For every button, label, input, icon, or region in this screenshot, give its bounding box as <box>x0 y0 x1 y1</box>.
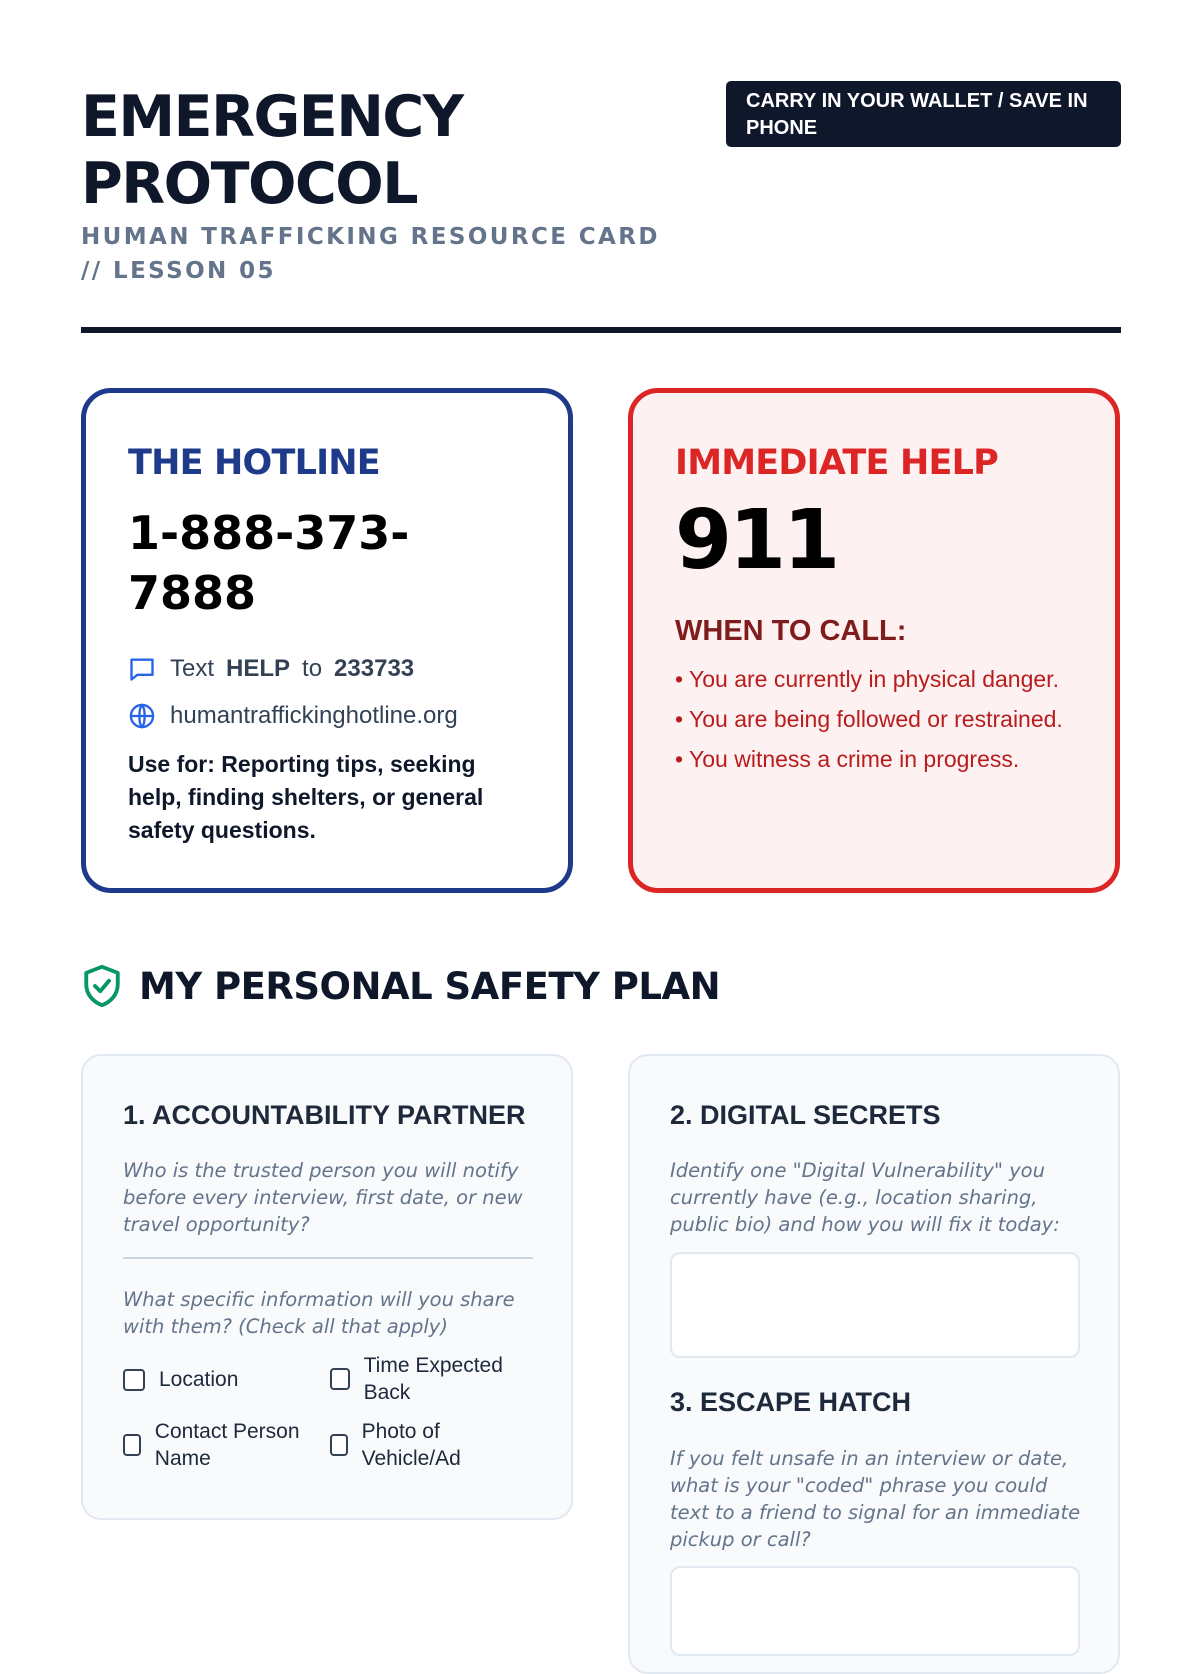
emergency-number[interactable]: 911 <box>675 493 838 588</box>
text-code[interactable]: 233733 <box>334 655 415 682</box>
escape-hatch-answer[interactable] <box>670 1566 1080 1656</box>
when-to-call-list <box>675 663 1075 783</box>
accountability-partner-title: 1. ACCOUNTABILITY PARTNER <box>123 1100 526 1130</box>
checkbox-input[interactable] <box>123 1434 141 1456</box>
checkbox-time-expected-back[interactable] <box>330 1352 530 1406</box>
header-divider <box>81 327 1121 333</box>
accountability-partner-panel <box>81 1054 573 1520</box>
partner-answer-line[interactable] <box>123 1257 533 1259</box>
digital-escape-panel <box>628 1054 1120 1674</box>
globe-icon <box>128 702 156 730</box>
digital-secrets-answer[interactable] <box>670 1252 1080 1358</box>
list-item: • You witness a crime in progress. <box>675 743 1075 776</box>
page-subtitle: HUMAN TRAFFICKING RESOURCE CARD // LESSON 05 <box>81 224 660 284</box>
checkbox-label: Photo of Vehicle/Ad <box>361 1420 461 1470</box>
list-item: • You are currently in physical danger. <box>675 663 1075 696</box>
safety-plan-heading <box>81 963 720 1009</box>
checkbox-label: Contact Person Name <box>154 1420 300 1470</box>
checkbox-photo-of-vehicle[interactable] <box>330 1418 500 1472</box>
message-icon <box>128 655 156 683</box>
checkbox-location[interactable] <box>123 1366 238 1393</box>
immediate-help-label: IMMEDIATE HELP <box>675 443 998 483</box>
escape-hatch-prompt: If you felt unsafe in an interview or date, what is your "coded" phrase you could text to a friend to signal for an immediate pickup or call? <box>670 1447 1081 1551</box>
page-title <box>81 84 681 218</box>
shield-check-icon <box>81 963 123 1009</box>
website-row <box>128 702 458 730</box>
text-keyword: HELP <box>226 655 291 682</box>
checkbox-contact-person-name[interactable] <box>123 1418 313 1472</box>
checkbox-label: Time Expected Back <box>363 1354 503 1404</box>
page <box>81 0 1121 1600</box>
checkbox-input[interactable] <box>330 1434 348 1456</box>
digital-secrets-title: 2. DIGITAL SECRETS <box>670 1100 941 1130</box>
digital-secrets-prompt: Identify one "Digital Vulnerability" you currently have (e.g., location sharing, public bio) and how you will fix it today: <box>670 1159 1060 1236</box>
safety-plan-title: MY PERSONAL SAFETY PLAN <box>139 964 721 1008</box>
immediate-help-card <box>628 388 1120 893</box>
escape-hatch-title: 3. ESCAPE HATCH <box>670 1387 912 1417</box>
text-line-row <box>128 655 426 683</box>
checkbox-input[interactable] <box>330 1368 350 1390</box>
checkbox-label: Location <box>159 1368 239 1391</box>
checkbox-input[interactable] <box>123 1369 145 1391</box>
website-link[interactable]: humantraffickinghotline.org <box>170 702 458 729</box>
text-to: to <box>302 655 323 682</box>
title-line-1: EMERGENCY <box>81 84 463 150</box>
hotline-card <box>81 388 573 893</box>
hotline-number[interactable]: 1-888-373-7888 <box>128 506 410 620</box>
text-word: Text <box>170 655 215 682</box>
wallet-badge: CARRY IN YOUR WALLET / SAVE IN PHONE <box>726 81 1121 147</box>
share-info-prompt: What specific information will you share with them? (Check all that apply) <box>123 1288 515 1338</box>
hotline-label: THE HOTLINE <box>128 443 380 483</box>
list-item: • You are being followed or restrained. <box>675 703 1075 736</box>
hotline-use-for: Use for: Reporting tips, seeking help, finding shelters, or general safety questions. <box>128 751 484 843</box>
title-line-2: PROTOCOL <box>81 151 418 217</box>
when-to-call-label: WHEN TO CALL: <box>675 615 907 647</box>
accountability-partner-prompt: Who is the trusted person you will notify before every interview, first date, or new travel opportunity? <box>123 1159 523 1236</box>
